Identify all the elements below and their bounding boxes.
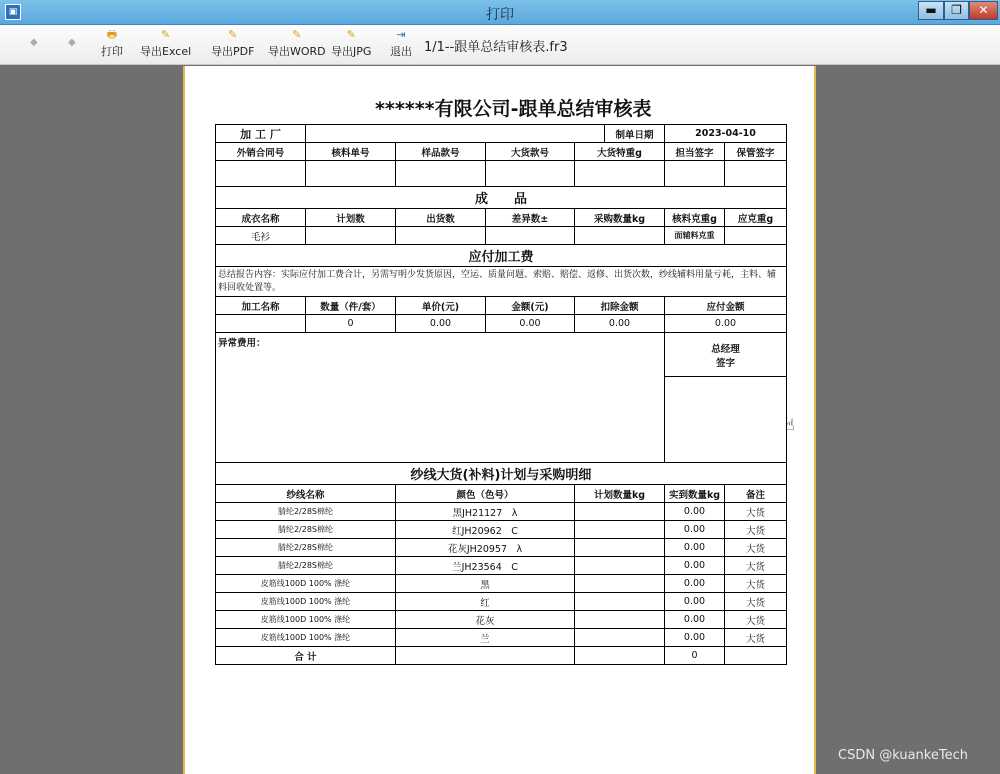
gm-label: 总经理 xyxy=(711,343,740,355)
col-remarks: 备注 xyxy=(725,485,787,503)
yarn-row xyxy=(216,575,787,593)
yarn-actual-cell: 0.00 xyxy=(665,557,725,575)
abnormal-row xyxy=(216,333,787,377)
amount-cell: 0.00 xyxy=(486,315,575,333)
hand-cursor-icon: ☝ xyxy=(785,415,795,434)
yarn-note-cell: 大货 xyxy=(725,503,787,521)
col-shipped-qty: 出货数 xyxy=(396,209,486,227)
summary-note: 总结报告内容：实际应付加工费合计，另需写明少发货原因，空运、质量问题、索赔、赔偿、返修、出货次数，纱线辅料用量亏耗，主料、辅料回收处置等。 xyxy=(216,267,787,297)
unit-price-cell: 0.00 xyxy=(396,315,486,333)
yarn-name-cell: 皮筋线100D 100% 涤纶 xyxy=(216,575,396,593)
yarn-plan-cell xyxy=(575,611,665,629)
date-value: 2023-04-10 xyxy=(665,125,787,143)
gm-sign-label xyxy=(665,333,787,377)
col-yarn-name: 纱线名称 xyxy=(216,485,396,503)
export-pdf-label: 导出PDF xyxy=(211,45,255,58)
yarn-plan-cell xyxy=(575,593,665,611)
toolbar xyxy=(0,25,1000,65)
export-jpg-label: 导出JPG xyxy=(331,45,372,58)
yarn-name-cell: 皮筋线100D 100% 涤纶 xyxy=(216,629,396,647)
next-page-icon[interactable]: ◆ xyxy=(68,37,76,48)
yarn-name-cell: 皮筋线100D 100% 涤纶 xyxy=(216,593,396,611)
app-logo-icon: ▣ xyxy=(5,4,21,20)
col-plan-kg: 计划数量kg xyxy=(575,485,665,503)
yarn-actual-cell: 0.00 xyxy=(665,629,725,647)
yarn-color-cell: 花灰 xyxy=(396,611,575,629)
yarn-color-cell: 兰JH23564 C xyxy=(396,557,575,575)
title-bar xyxy=(0,0,1000,25)
finished-row xyxy=(216,227,787,245)
exit-button[interactable] xyxy=(390,28,412,59)
garment-name-cell: 毛衫 xyxy=(216,227,306,245)
yarn-row xyxy=(216,593,787,611)
total-actual: 0 xyxy=(665,647,725,665)
yarn-row xyxy=(216,557,787,575)
sign-label: 签字 xyxy=(715,357,735,369)
yarn-actual-cell: 0.00 xyxy=(665,521,725,539)
yarn-plan-cell xyxy=(575,575,665,593)
factory-label: 加 工 厂 xyxy=(216,125,306,143)
factory-value xyxy=(306,125,605,143)
section-payable: 应付加工费 xyxy=(216,245,787,267)
col-payable: 应付金额 xyxy=(665,297,787,315)
total-label: 合 计 xyxy=(216,647,396,665)
section-yarn: 纱线大货(补料)计划与采购明细 xyxy=(216,463,787,485)
payable-header-row xyxy=(216,297,787,315)
window-title: 打印 xyxy=(486,7,514,23)
yarn-name-cell: 腈纶2/28S棉纶 xyxy=(216,557,396,575)
process-name-cell xyxy=(216,315,306,333)
col-amount: 金额(元) xyxy=(486,297,575,315)
yarn-note-cell: 大货 xyxy=(725,593,787,611)
col-required-weight: 应克重g xyxy=(725,209,787,227)
yarn-plan-cell xyxy=(575,539,665,557)
yarn-color-cell: 兰 xyxy=(396,629,575,647)
gm-sign-area xyxy=(665,377,787,463)
col-garment-name: 成衣名称 xyxy=(216,209,306,227)
yarn-note-cell: 大货 xyxy=(725,539,787,557)
abnormal-fee-label: 异常费用： xyxy=(216,333,665,463)
export-excel-button[interactable] xyxy=(140,28,191,59)
export-word-button[interactable] xyxy=(268,28,326,59)
yarn-plan-cell xyxy=(575,521,665,539)
yarn-name-cell: 皮筋线100D 100% 涤纶 xyxy=(216,611,396,629)
col-process-name: 加工名称 xyxy=(216,297,306,315)
col-check-weight: 核料克重g xyxy=(665,209,725,227)
col-deduction: 扣除金额 xyxy=(575,297,665,315)
col-contract-no: 外销合同号 xyxy=(216,143,306,161)
watermark: CSDN @kuankeTech xyxy=(838,748,968,763)
total-row xyxy=(216,647,787,665)
exit-label: 退出 xyxy=(390,45,412,58)
payable-row xyxy=(216,315,787,333)
yarn-actual-cell: 0.00 xyxy=(665,503,725,521)
yarn-color-cell: 黑 xyxy=(396,575,575,593)
yarn-color-cell: 红 xyxy=(396,593,575,611)
col-purchase-kg: 采购数量kg xyxy=(575,209,665,227)
yarn-note-cell: 大货 xyxy=(725,575,787,593)
col-color: 颜色（色号） xyxy=(396,485,575,503)
export-jpg-button[interactable] xyxy=(331,28,371,59)
yarn-plan-cell xyxy=(575,629,665,647)
export-pdf-button[interactable] xyxy=(211,28,254,59)
print-button[interactable] xyxy=(101,28,123,59)
col-bulk-style: 大货款号 xyxy=(486,143,575,161)
yarn-rows xyxy=(216,503,787,647)
col-bulk-weight: 大货特重g xyxy=(575,143,665,161)
yarn-color-cell: 花灰JH20957 λ xyxy=(396,539,575,557)
col-material-check-no: 核料单号 xyxy=(306,143,396,161)
col-unit-price: 单价(元) xyxy=(396,297,486,315)
yarn-name-cell: 腈纶2/28S棉纶 xyxy=(216,503,396,521)
report-table xyxy=(215,124,787,665)
yarn-note-cell: 大货 xyxy=(725,557,787,575)
fabric-weight-header: 面辅料克重 xyxy=(665,227,725,245)
order-value-row xyxy=(216,161,787,187)
yarn-color-cell: 黑JH21127 λ xyxy=(396,503,575,521)
yarn-row xyxy=(216,521,787,539)
yarn-color-cell: 红JH20962 C xyxy=(396,521,575,539)
col-sample-style: 样品款号 xyxy=(396,143,486,161)
previous-page-icon[interactable]: ◆ xyxy=(30,37,38,48)
print-label: 打印 xyxy=(101,45,123,58)
exit-icon: ⇥ xyxy=(396,28,406,41)
col-actual-kg: 实到数量kg xyxy=(665,485,725,503)
section-finished: 成 品 xyxy=(216,187,787,209)
yarn-name-cell: 腈纶2/28S棉纶 xyxy=(216,521,396,539)
col-variance: 差异数± xyxy=(486,209,575,227)
export-pdf-icon: ✎ xyxy=(228,28,238,41)
yarn-note-cell: 大货 xyxy=(725,611,787,629)
report-title: ******有限公司-跟单总结审核表 xyxy=(375,98,652,120)
export-excel-label: 导出Excel xyxy=(140,45,192,58)
factory-row xyxy=(216,125,787,143)
col-plan-qty: 计划数 xyxy=(306,209,396,227)
date-label: 制单日期 xyxy=(605,125,665,143)
col-handler-sign: 担当签字 xyxy=(665,143,725,161)
yarn-plan-cell xyxy=(575,557,665,575)
col-keeper-sign: 保管签字 xyxy=(725,143,787,161)
yarn-actual-cell: 0.00 xyxy=(665,539,725,557)
yarn-row xyxy=(216,611,787,629)
page-indicator: 1/1--跟单总结审核表.fr3 xyxy=(424,40,568,55)
finished-header-row xyxy=(216,209,787,227)
yarn-note-cell: 大货 xyxy=(725,521,787,539)
yarn-row xyxy=(216,629,787,647)
maximize-button[interactable]: ❐ xyxy=(944,1,969,20)
deduction-cell: 0.00 xyxy=(575,315,665,333)
minimize-button[interactable]: ▬ xyxy=(918,1,944,20)
quantity-cell: 0 xyxy=(306,315,396,333)
order-header-row xyxy=(216,143,787,161)
printer-icon: 🖶 xyxy=(106,28,118,41)
yarn-actual-cell: 0.00 xyxy=(665,593,725,611)
yarn-plan-cell xyxy=(575,503,665,521)
export-excel-icon: ✎ xyxy=(160,28,171,41)
col-quantity: 数量（件/套） xyxy=(306,297,396,315)
yarn-actual-cell: 0.00 xyxy=(665,611,725,629)
export-jpg-icon: ✎ xyxy=(346,28,356,41)
yarn-row xyxy=(216,503,787,521)
yarn-name-cell: 腈纶2/28S棉纶 xyxy=(216,539,396,557)
report-page xyxy=(183,66,816,774)
payable-cell: 0.00 xyxy=(665,315,787,333)
export-word-label: 导出WORD xyxy=(268,45,326,58)
yarn-actual-cell: 0.00 xyxy=(665,575,725,593)
yarn-row xyxy=(216,539,787,557)
yarn-header-row xyxy=(216,485,787,503)
export-word-icon: ✎ xyxy=(292,28,302,41)
yarn-note-cell: 大货 xyxy=(725,629,787,647)
close-button[interactable]: ✕ xyxy=(969,1,998,20)
